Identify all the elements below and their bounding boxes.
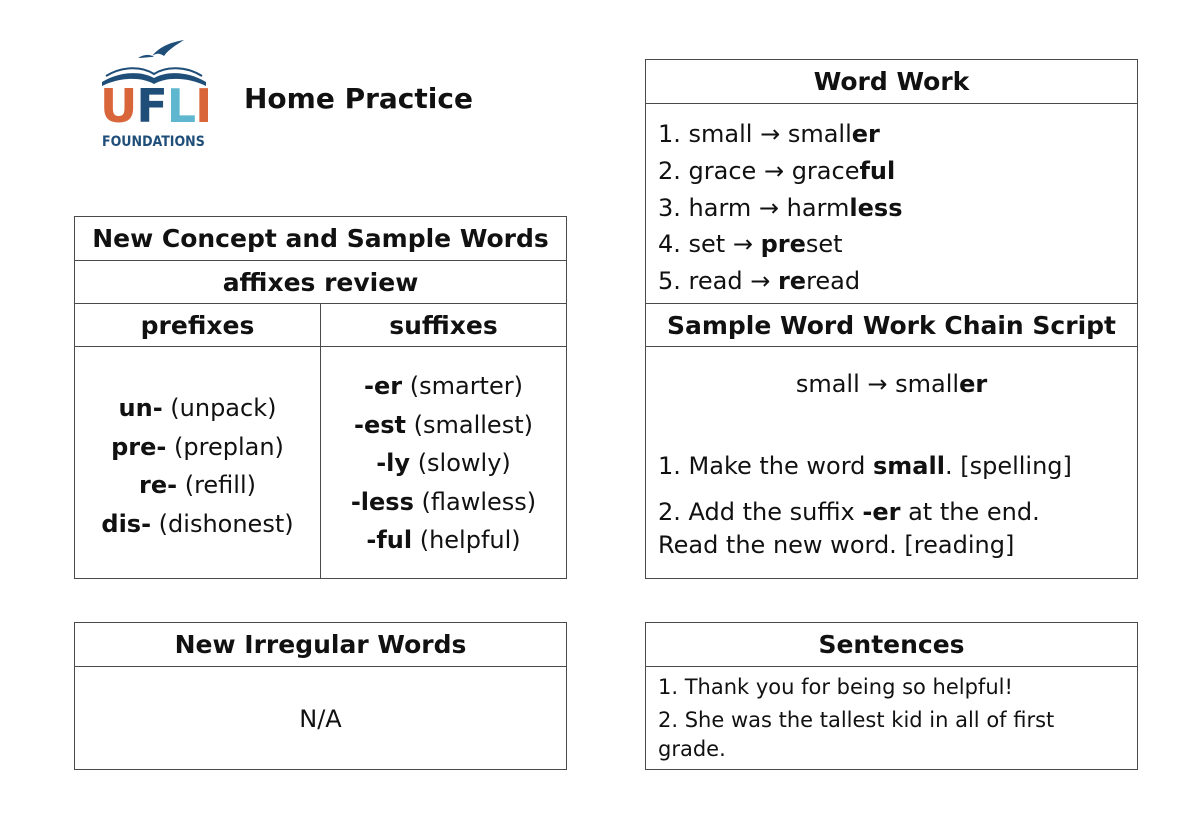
list-item: 4. set → preset	[658, 230, 843, 259]
list-item: -less (flawless)	[350, 487, 537, 516]
list-item: 3. harm → harmless	[658, 193, 903, 222]
concept-subheader: affixes review	[75, 261, 566, 304]
list-item: pre- (preplan)	[111, 432, 284, 461]
list-item: 5. read → reread	[658, 267, 861, 296]
sentences-box	[645, 622, 1138, 770]
list-item: -ly (slowly)	[376, 449, 511, 477]
logo-letter-u: U	[100, 79, 137, 133]
logo-letter-l: L	[166, 79, 196, 133]
list-item: 1. small → smaller	[658, 120, 880, 148]
list-item: -est (smallest)	[354, 410, 533, 439]
sentences-header: Sentences	[646, 623, 1137, 667]
list-item: 2. grace → graceful	[658, 156, 896, 185]
page-title: Home Practice	[244, 82, 473, 115]
logo-subtitle: FOUNDATIONS	[102, 134, 205, 150]
list-item: 2. She was the tallest kid in all of first grade.	[658, 708, 1055, 761]
list-item: un- (unpack)	[118, 394, 277, 422]
logo-letter-i: I	[195, 79, 212, 133]
irregular-value: N/A	[299, 705, 342, 733]
sentences-list	[646, 667, 1137, 764]
list-item: 1. Thank you for being so helpful!	[658, 675, 1013, 699]
irregular-words-box	[74, 622, 567, 770]
chain-first-word: small → smaller	[795, 370, 988, 398]
list-item: -er (smarter)	[364, 372, 523, 400]
chain-step-2: 2. Add the suffix -er at the end. Read the new word. [reading]	[658, 498, 1040, 559]
word-work-box	[645, 59, 1138, 579]
list-item: dis- (dishonest)	[101, 509, 294, 538]
concept-header: New Concept and Sample Words	[75, 217, 566, 261]
word-work-header: Word Work	[646, 60, 1137, 104]
bird-icon	[152, 40, 184, 56]
irregular-header: New Irregular Words	[75, 623, 566, 667]
prefixes-header: prefixes	[140, 311, 255, 340]
logo-letter-f: F	[136, 79, 167, 133]
chain-step-1: 1. Make the word small. [spelling]	[658, 452, 1072, 480]
list-item: -ful (helpful)	[366, 526, 521, 554]
suffix-list	[321, 367, 566, 560]
logo-wordmark	[100, 80, 211, 132]
prefix-list	[75, 389, 320, 543]
concept-box	[74, 216, 567, 579]
chain-script-header: Sample Word Work Chain Script	[646, 303, 1137, 347]
word-work-list	[646, 104, 1137, 300]
suffixes-header: suffixes	[389, 311, 498, 340]
list-item: re- (refill)	[139, 471, 256, 499]
